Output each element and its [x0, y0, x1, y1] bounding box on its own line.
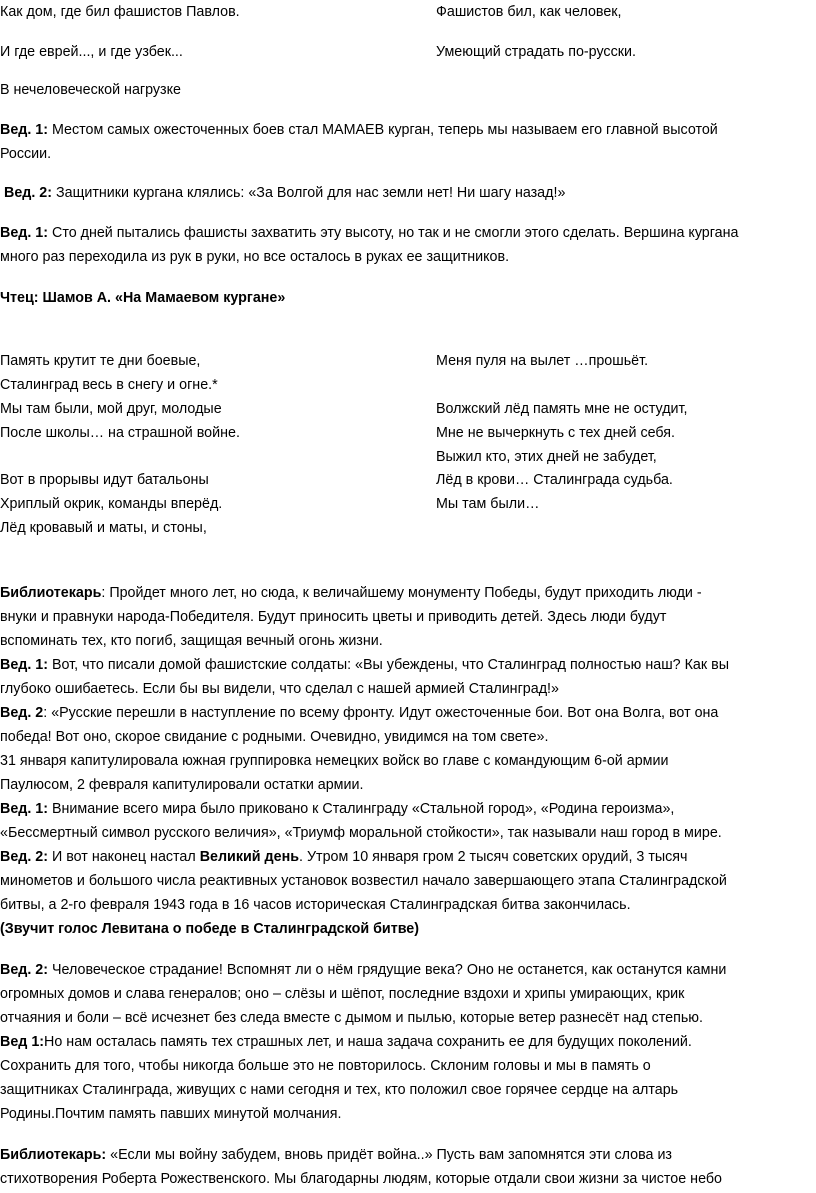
intro-poem-right-2: Умеющий страдать по-русски. [436, 44, 636, 60]
paragraph-line: отчаяния и боли – всё исчезнет без следа вместе с дымом и пылью, которые ветер разнесёт над степью. [0, 1010, 703, 1026]
poem-left-line-3: Мы там были, мой друг, молодые [0, 401, 222, 417]
paragraph-ved1-kurgan [0, 118, 718, 142]
paragraph-text: Сто дней пытались фашисты захватить эту высоту, но так и не смогли этого сделать. Вершина кургана [48, 225, 739, 241]
speaker-label: Вед. 2: [0, 849, 49, 865]
paragraph-text: Вот, что писали домой фашистские солдаты: «Вы убеждены, что Сталинград полностью наш? Как вы [48, 657, 729, 673]
speaker-label: Вед. 2: [4, 185, 53, 201]
paragraph-ved2-great-day [0, 845, 688, 869]
poem-right-line-5: Лёд в крови… Сталинграда судьба. [436, 472, 673, 488]
paragraph-line: битвы, а 2-го февраля 1943 года в 16 часов историческая Сталинградская битва закончилась. [0, 897, 631, 913]
paragraph-line: «Бессмертный символ русского величия», «Триумф моральной стойкости», так называли наш город в мире. [0, 825, 722, 841]
speaker-label: Вед. 2: [0, 962, 49, 978]
poem-right-line-3: Мне не вычеркнуть с тех дней себя. [436, 425, 675, 441]
reader-heading: Чтец: Шамов А. «На Мамаевом кургане» [0, 290, 286, 306]
paragraph-ved1-world [0, 797, 674, 821]
paragraph-line: победа! Вот оно, скорое свидание с родными. Очевидно, увидимся на том свете». [0, 729, 549, 745]
paragraph-librarian-1 [0, 581, 702, 605]
poem-left-line-2: Сталинград весь в снегу и огне.* [0, 377, 218, 393]
paragraph-librarian-2 [0, 1143, 672, 1167]
paragraph-line: внуки и правнуки народа-Победителя. Будут приносить цветы и приводить детей. Здесь люди будут [0, 609, 667, 625]
speaker-label: Вед. 1: [0, 801, 49, 817]
paragraph-text: : «Русские перешли в наступление по всему фронту. Идут ожесточенные бои. Вот она Волга, вот она [43, 705, 719, 721]
intro-poem-left-3: В нечеловеческой нагрузке [0, 82, 181, 98]
speaker-label: Вед. 1: [0, 225, 49, 241]
paragraph-text: И вот наконец настал [48, 849, 200, 865]
paragraph-line: Сохранить для того, чтобы никогда больше это не повторилось. Склоним головы и мы в память о [0, 1058, 651, 1074]
paragraph-text: Защитники кургана клялись: «За Волгой для нас земли нет! Ни шагу назад!» [52, 185, 566, 201]
speaker-label: Вед. 1: [0, 122, 49, 138]
paragraph-line: Паулюсом, 2 февраля капитулировали остатки армии. [0, 777, 364, 793]
paragraph-ved2-oath [4, 181, 565, 205]
poem-right-line-6: Мы там были… [436, 496, 540, 512]
speaker-label: Вед. 1: [0, 657, 49, 673]
poem-right-line-4: Выжил кто, этих дней не забудет, [436, 449, 657, 465]
poem-left-line-1: Память крутит те дни боевые, [0, 353, 201, 369]
intro-poem-right-1: Фашистов бил, как человек, [436, 4, 622, 20]
paragraph-ved1-memory [0, 1030, 692, 1054]
paragraph-line: огромных домов и слава генералов; оно – слёзы и шёпот, последние вздохи и хрипы умирающих, крик [0, 986, 685, 1002]
paragraph-text: «Если мы войну забудем, вновь придёт война..» Пусть вам запомнятся эти слова из [106, 1147, 672, 1163]
levitan-note: (Звучит голос Левитана о победе в Сталинградской битве) [0, 921, 420, 937]
paragraph-line: вспоминать тех, кто погиб, защищая вечный огонь жизни. [0, 633, 383, 649]
paragraph-text: . Утром 10 января гром 2 тысяч советских орудий, 3 тысяч [299, 849, 688, 865]
poem-left-line-6: Хриплый окрик, команды вперёд. [0, 496, 223, 512]
paragraph-ved2-suffering [0, 958, 726, 982]
speaker-label: Вед 1: [0, 1034, 45, 1050]
paragraph-text: Но нам осталась память тех страшных лет, и наша задача сохранить ее для будущих поколений. [44, 1034, 692, 1050]
poem-left-line-7: Лёд кровавый и маты, и стоны, [0, 520, 207, 536]
paragraph-line: России. [0, 146, 52, 162]
paragraph-capitulation: 31 января капитулировала южная группировка немецких войск во главе с командующим 6-ой армии [0, 753, 669, 769]
intro-poem-left-2: И где еврей..., и где узбек... [0, 44, 183, 60]
paragraph-text: : Пройдет много лет, но сюда, к величайшему монументу Победы, будут приходить люди - [101, 585, 702, 601]
paragraph-ved1-100-days [0, 221, 738, 245]
poem-left-line-5: Вот в прорывы идут батальоны [0, 472, 209, 488]
poem-left-line-4: После школы… на страшной войне. [0, 425, 240, 441]
paragraph-line: Родины.Почтим память павших минутой молчания. [0, 1106, 342, 1122]
paragraph-line: много раз переходила из рук в руки, но все осталось в руках ее защитников. [0, 249, 510, 265]
poem-right-line-2: Волжский лёд память мне не остудит, [436, 401, 688, 417]
speaker-label: Библиотекарь: [0, 1147, 107, 1163]
speaker-label: Библиотекарь [0, 585, 102, 601]
paragraph-ved2-letters [0, 701, 718, 725]
paragraph-text: Местом самых ожесточенных боев стал МАМАЕВ курган, теперь мы называем его главной высотой [48, 122, 718, 138]
paragraph-line: стихотворения Роберта Рожественского. Мы благодарны людям, которые отдали свои жизни за чистое небо [0, 1171, 723, 1187]
paragraph-line: защитниках Сталинграда, живущих с нами сегодня и тех, кто положил свое горячее сердце на алтарь [0, 1082, 679, 1098]
paragraph-line: глубоко ошибаетесь. Если бы вы видели, что сделал с нашей армией Сталинград!» [0, 681, 559, 697]
paragraph-ved1-letters [0, 653, 729, 677]
paragraph-line: минометов и большого числа реактивных установок возвестил начало завершающего этапа Сталинградской [0, 873, 727, 889]
paragraph-text: Человеческое страдание! Вспомнят ли о нём грядущие века? Оно не останется, как останутся камни [48, 962, 727, 978]
paragraph-text: Внимание всего мира было приковано к Сталинграду «Стальной город», «Родина героизма», [48, 801, 675, 817]
intro-poem-left-1: Как дом, где бил фашистов Павлов. [0, 4, 240, 20]
bold-phrase: Великий день [199, 849, 300, 865]
poem-right-line-1: Меня пуля на вылет …прошьёт. [436, 353, 649, 369]
speaker-label: Вед. 2 [0, 705, 44, 721]
